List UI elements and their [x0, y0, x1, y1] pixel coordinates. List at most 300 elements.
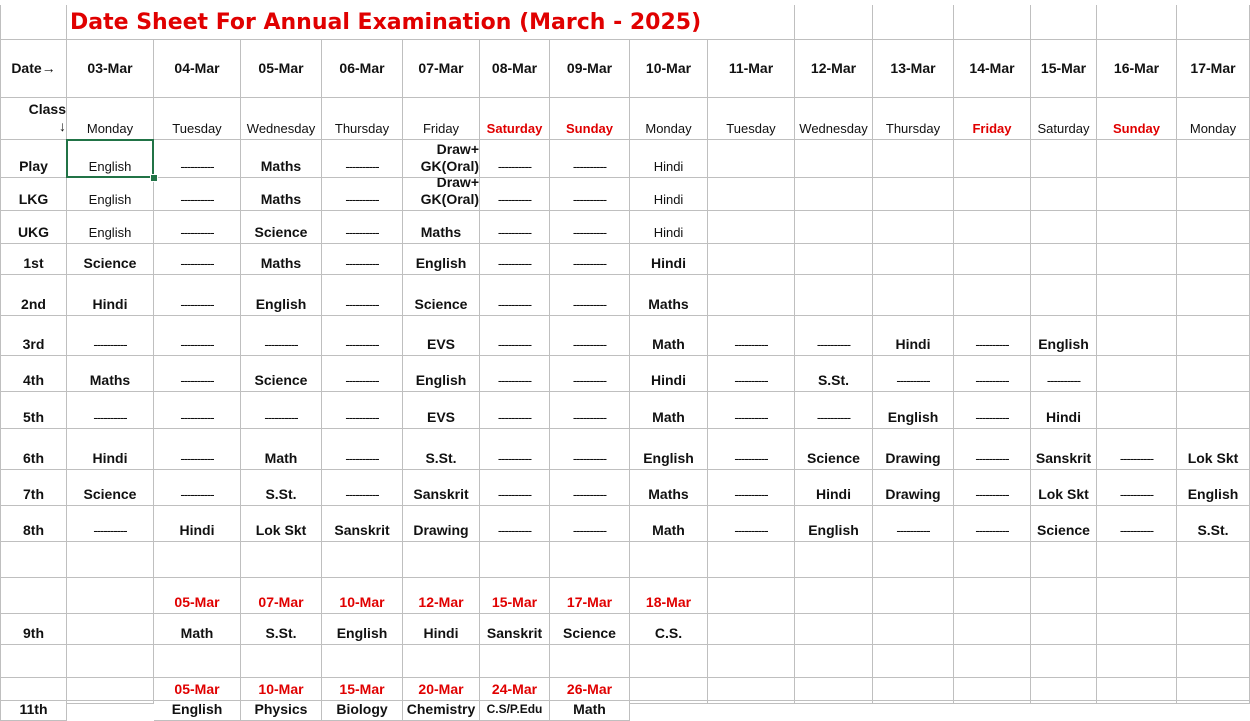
exam-cell[interactable]	[154, 701, 241, 721]
exam-cell[interactable]	[954, 316, 1031, 356]
title-row-cell[interactable]	[1177, 5, 1250, 40]
exam-cell[interactable]	[1031, 356, 1097, 392]
exam-cell[interactable]	[550, 275, 630, 316]
exam-cell[interactable]	[708, 429, 795, 470]
exam-cell[interactable]	[154, 244, 241, 275]
title-row-cell[interactable]	[873, 5, 954, 40]
exam-cell[interactable]	[873, 678, 954, 701]
exam-cell[interactable]	[403, 542, 480, 578]
exam-cell[interactable]	[550, 701, 630, 721]
fill-handle[interactable]	[150, 174, 158, 182]
exam-cell[interactable]	[67, 645, 154, 678]
date-header-cell[interactable]	[954, 40, 1031, 98]
exam-cell[interactable]	[154, 316, 241, 356]
day-header-cell[interactable]	[1177, 98, 1250, 140]
day-header-cell[interactable]	[480, 98, 550, 140]
class-cell[interactable]	[0, 614, 67, 645]
exam-cell[interactable]	[1031, 614, 1097, 645]
exam-cell[interactable]	[241, 542, 322, 578]
exam-cell[interactable]	[954, 392, 1031, 429]
class-cell[interactable]	[0, 392, 67, 429]
exam-cell[interactable]	[1097, 429, 1177, 470]
exam-cell[interactable]	[1097, 645, 1177, 678]
exam-cell[interactable]	[154, 392, 241, 429]
title-row-cell[interactable]	[0, 5, 67, 40]
exam-cell[interactable]	[1031, 701, 1097, 704]
exam-cell[interactable]	[708, 356, 795, 392]
exam-cell[interactable]	[630, 392, 708, 429]
exam-cell[interactable]	[1177, 244, 1250, 275]
exam-cell[interactable]	[1177, 178, 1250, 211]
exam-cell[interactable]	[241, 614, 322, 645]
exam-cell[interactable]	[954, 211, 1031, 244]
exam-cell[interactable]	[154, 140, 241, 178]
exam-cell[interactable]	[873, 316, 954, 356]
exam-cell[interactable]	[708, 392, 795, 429]
exam-cell[interactable]	[1031, 211, 1097, 244]
date-header-cell[interactable]	[241, 40, 322, 98]
exam-cell[interactable]	[67, 392, 154, 429]
title-row-cell[interactable]	[1097, 5, 1177, 40]
exam-date-cell[interactable]	[154, 678, 241, 701]
exam-cell[interactable]	[241, 392, 322, 429]
exam-cell[interactable]	[708, 701, 795, 704]
exam-cell[interactable]	[1097, 542, 1177, 578]
date-header-cell[interactable]	[67, 40, 154, 98]
exam-cell[interactable]	[630, 356, 708, 392]
exam-cell[interactable]	[67, 356, 154, 392]
exam-cell[interactable]	[1177, 614, 1250, 645]
class-cell[interactable]	[0, 429, 67, 470]
class-cell[interactable]	[0, 275, 67, 316]
exam-cell[interactable]	[954, 506, 1031, 542]
title-row-cell[interactable]	[795, 5, 873, 40]
exam-cell[interactable]	[241, 211, 322, 244]
class-cell[interactable]	[0, 178, 67, 211]
day-header-cell[interactable]	[241, 98, 322, 140]
exam-cell[interactable]	[403, 506, 480, 542]
exam-cell[interactable]	[241, 178, 322, 211]
exam-cell[interactable]	[1031, 275, 1097, 316]
exam-cell[interactable]	[550, 542, 630, 578]
exam-cell[interactable]	[154, 178, 241, 211]
exam-cell[interactable]	[322, 178, 403, 211]
exam-cell[interactable]	[954, 678, 1031, 701]
exam-cell[interactable]	[795, 645, 873, 678]
exam-cell[interactable]	[550, 470, 630, 506]
class-cell[interactable]	[0, 506, 67, 542]
exam-cell[interactable]	[67, 506, 154, 542]
exam-cell[interactable]	[322, 542, 403, 578]
exam-cell[interactable]	[322, 275, 403, 316]
exam-cell[interactable]	[630, 470, 708, 506]
exam-cell[interactable]	[954, 542, 1031, 578]
exam-cell[interactable]	[154, 356, 241, 392]
exam-cell[interactable]	[480, 316, 550, 356]
exam-cell[interactable]	[403, 316, 480, 356]
exam-cell[interactable]	[630, 244, 708, 275]
exam-cell[interactable]	[154, 429, 241, 470]
date-header-cell[interactable]	[1177, 40, 1250, 98]
exam-cell[interactable]	[67, 275, 154, 316]
exam-cell[interactable]	[67, 140, 154, 178]
exam-cell[interactable]	[795, 678, 873, 701]
exam-cell[interactable]	[1097, 244, 1177, 275]
exam-cell[interactable]	[550, 140, 630, 178]
exam-cell[interactable]	[954, 614, 1031, 645]
exam-cell[interactable]	[241, 140, 322, 178]
exam-cell[interactable]	[630, 275, 708, 316]
class-cell[interactable]	[0, 470, 67, 506]
exam-cell[interactable]	[708, 678, 795, 701]
date-header-cell[interactable]	[550, 40, 630, 98]
exam-cell[interactable]	[795, 356, 873, 392]
exam-date-cell[interactable]	[322, 678, 403, 701]
date-header-cell[interactable]	[873, 40, 954, 98]
exam-cell[interactable]	[550, 645, 630, 678]
exam-cell[interactable]	[67, 178, 154, 211]
exam-cell[interactable]	[154, 275, 241, 316]
class-cell[interactable]	[0, 316, 67, 356]
exam-date-cell[interactable]	[241, 578, 322, 614]
date-header-cell[interactable]	[1097, 40, 1177, 98]
exam-cell[interactable]	[708, 578, 795, 614]
date-header-cell[interactable]	[480, 40, 550, 98]
exam-cell[interactable]	[480, 275, 550, 316]
class-header-label[interactable]	[0, 98, 67, 140]
exam-cell[interactable]	[1177, 392, 1250, 429]
exam-cell[interactable]	[1097, 470, 1177, 506]
exam-cell[interactable]	[1177, 678, 1250, 701]
exam-cell[interactable]	[630, 645, 708, 678]
exam-cell[interactable]	[480, 140, 550, 178]
day-header-cell[interactable]	[954, 98, 1031, 140]
exam-cell[interactable]	[873, 356, 954, 392]
exam-cell[interactable]	[480, 392, 550, 429]
exam-cell[interactable]	[67, 316, 154, 356]
exam-cell[interactable]	[630, 614, 708, 645]
exam-cell[interactable]	[1097, 506, 1177, 542]
exam-cell[interactable]	[795, 429, 873, 470]
exam-cell[interactable]	[67, 542, 154, 578]
exam-cell[interactable]	[1031, 178, 1097, 211]
exam-date-cell[interactable]	[154, 578, 241, 614]
exam-cell[interactable]	[1097, 678, 1177, 701]
exam-cell[interactable]	[708, 506, 795, 542]
date-header-label[interactable]	[0, 40, 67, 98]
exam-cell[interactable]	[708, 614, 795, 645]
exam-cell[interactable]	[1177, 701, 1250, 704]
exam-cell[interactable]	[550, 178, 630, 211]
exam-cell[interactable]	[322, 356, 403, 392]
exam-cell[interactable]	[480, 506, 550, 542]
exam-cell[interactable]	[630, 178, 708, 211]
exam-cell[interactable]	[550, 244, 630, 275]
exam-cell[interactable]	[795, 244, 873, 275]
exam-cell[interactable]	[630, 140, 708, 178]
exam-cell[interactable]	[954, 578, 1031, 614]
exam-date-cell[interactable]	[403, 578, 480, 614]
exam-cell[interactable]	[241, 316, 322, 356]
exam-cell[interactable]	[795, 211, 873, 244]
exam-cell[interactable]	[241, 429, 322, 470]
exam-cell[interactable]	[1097, 614, 1177, 645]
exam-cell[interactable]	[480, 178, 550, 211]
exam-cell[interactable]	[403, 211, 480, 244]
exam-cell[interactable]	[1177, 316, 1250, 356]
date-header-cell[interactable]	[630, 40, 708, 98]
exam-cell[interactable]	[630, 429, 708, 470]
exam-cell[interactable]	[873, 542, 954, 578]
exam-cell[interactable]	[954, 356, 1031, 392]
class-cell[interactable]	[0, 701, 67, 721]
exam-cell[interactable]	[322, 392, 403, 429]
exam-cell[interactable]	[480, 356, 550, 392]
day-header-cell[interactable]	[154, 98, 241, 140]
exam-cell[interactable]	[550, 316, 630, 356]
exam-cell[interactable]	[954, 645, 1031, 678]
exam-cell[interactable]	[795, 316, 873, 356]
date-header-cell[interactable]	[322, 40, 403, 98]
exam-cell[interactable]	[1031, 470, 1097, 506]
exam-cell[interactable]	[154, 211, 241, 244]
exam-cell[interactable]	[1177, 356, 1250, 392]
exam-cell[interactable]	[795, 578, 873, 614]
exam-cell[interactable]	[322, 211, 403, 244]
exam-cell[interactable]	[67, 614, 154, 645]
date-header-cell[interactable]	[154, 40, 241, 98]
exam-cell[interactable]	[403, 470, 480, 506]
exam-cell[interactable]	[1031, 429, 1097, 470]
exam-cell[interactable]	[795, 614, 873, 645]
exam-cell[interactable]	[873, 578, 954, 614]
exam-date-cell[interactable]	[550, 578, 630, 614]
exam-cell[interactable]	[708, 542, 795, 578]
exam-cell[interactable]	[873, 211, 954, 244]
exam-cell[interactable]	[1097, 578, 1177, 614]
exam-date-cell[interactable]	[403, 678, 480, 701]
exam-cell[interactable]	[1177, 275, 1250, 316]
class-cell[interactable]	[0, 578, 67, 614]
exam-cell[interactable]	[403, 645, 480, 678]
exam-cell[interactable]	[795, 542, 873, 578]
exam-cell[interactable]	[1031, 506, 1097, 542]
exam-cell[interactable]	[1031, 578, 1097, 614]
exam-cell[interactable]	[322, 701, 403, 721]
exam-cell[interactable]	[1031, 392, 1097, 429]
class-cell[interactable]	[0, 140, 67, 178]
exam-cell[interactable]	[630, 678, 708, 701]
exam-cell[interactable]	[480, 645, 550, 678]
class-cell[interactable]	[0, 211, 67, 244]
exam-cell[interactable]	[873, 470, 954, 506]
exam-cell[interactable]	[241, 506, 322, 542]
exam-cell[interactable]	[1031, 678, 1097, 701]
exam-cell[interactable]	[403, 178, 480, 211]
exam-cell[interactable]	[67, 244, 154, 275]
exam-cell[interactable]	[708, 140, 795, 178]
exam-cell[interactable]	[1177, 506, 1250, 542]
exam-cell[interactable]	[873, 701, 954, 704]
exam-cell[interactable]	[480, 701, 550, 721]
exam-cell[interactable]	[873, 429, 954, 470]
day-header-cell[interactable]	[67, 98, 154, 140]
exam-cell[interactable]	[241, 645, 322, 678]
day-header-cell[interactable]	[873, 98, 954, 140]
date-header-cell[interactable]	[403, 40, 480, 98]
exam-cell[interactable]	[708, 275, 795, 316]
exam-date-cell[interactable]	[480, 678, 550, 701]
exam-cell[interactable]	[1031, 244, 1097, 275]
exam-cell[interactable]	[630, 701, 708, 704]
exam-cell[interactable]	[1177, 140, 1250, 178]
exam-cell[interactable]	[1097, 356, 1177, 392]
exam-cell[interactable]	[1097, 316, 1177, 356]
exam-cell[interactable]	[630, 506, 708, 542]
exam-cell[interactable]	[954, 275, 1031, 316]
class-cell[interactable]	[0, 542, 67, 578]
exam-cell[interactable]	[795, 470, 873, 506]
exam-cell[interactable]	[954, 429, 1031, 470]
exam-cell[interactable]	[241, 356, 322, 392]
exam-cell[interactable]	[795, 178, 873, 211]
exam-cell[interactable]	[954, 701, 1031, 704]
exam-cell[interactable]	[1097, 701, 1177, 704]
exam-date-cell[interactable]	[630, 578, 708, 614]
exam-cell[interactable]	[322, 470, 403, 506]
day-header-cell[interactable]	[550, 98, 630, 140]
exam-cell[interactable]	[67, 211, 154, 244]
exam-cell[interactable]	[480, 614, 550, 645]
exam-cell[interactable]	[873, 178, 954, 211]
exam-cell[interactable]	[1177, 578, 1250, 614]
class-cell[interactable]	[0, 244, 67, 275]
exam-cell[interactable]	[154, 542, 241, 578]
exam-cell[interactable]	[322, 429, 403, 470]
exam-cell[interactable]	[403, 140, 480, 178]
exam-cell[interactable]	[550, 211, 630, 244]
exam-cell[interactable]	[873, 506, 954, 542]
date-header-cell[interactable]	[1031, 40, 1097, 98]
exam-cell[interactable]	[67, 578, 154, 614]
exam-cell[interactable]	[795, 275, 873, 316]
exam-cell[interactable]	[1031, 542, 1097, 578]
exam-cell[interactable]	[480, 429, 550, 470]
exam-cell[interactable]	[1031, 645, 1097, 678]
exam-cell[interactable]	[1177, 429, 1250, 470]
exam-cell[interactable]	[241, 275, 322, 316]
exam-cell[interactable]	[154, 645, 241, 678]
exam-cell[interactable]	[873, 140, 954, 178]
exam-cell[interactable]	[795, 506, 873, 542]
exam-cell[interactable]	[1031, 316, 1097, 356]
exam-cell[interactable]	[954, 140, 1031, 178]
exam-cell[interactable]	[630, 211, 708, 244]
exam-cell[interactable]	[795, 392, 873, 429]
exam-cell[interactable]	[630, 542, 708, 578]
day-header-cell[interactable]	[322, 98, 403, 140]
exam-cell[interactable]	[795, 701, 873, 704]
exam-cell[interactable]	[322, 614, 403, 645]
exam-cell[interactable]	[873, 645, 954, 678]
exam-cell[interactable]	[954, 470, 1031, 506]
exam-cell[interactable]	[322, 140, 403, 178]
exam-cell[interactable]	[403, 701, 480, 721]
exam-cell[interactable]	[1097, 275, 1177, 316]
exam-cell[interactable]	[1177, 645, 1250, 678]
day-header-cell[interactable]	[1097, 98, 1177, 140]
title-row-cell[interactable]	[708, 5, 795, 40]
exam-date-cell[interactable]	[480, 578, 550, 614]
exam-cell[interactable]	[1031, 140, 1097, 178]
day-header-cell[interactable]	[403, 98, 480, 140]
exam-date-cell[interactable]	[550, 678, 630, 701]
exam-cell[interactable]	[550, 614, 630, 645]
exam-date-cell[interactable]	[241, 678, 322, 701]
exam-cell[interactable]	[67, 470, 154, 506]
exam-cell[interactable]	[1177, 470, 1250, 506]
exam-cell[interactable]	[67, 429, 154, 470]
exam-cell[interactable]	[873, 392, 954, 429]
exam-cell[interactable]	[154, 614, 241, 645]
exam-cell[interactable]	[403, 614, 480, 645]
exam-cell[interactable]	[1177, 211, 1250, 244]
exam-cell[interactable]	[708, 178, 795, 211]
date-header-cell[interactable]	[708, 40, 795, 98]
exam-date-cell[interactable]	[322, 578, 403, 614]
exam-cell[interactable]	[480, 542, 550, 578]
exam-cell[interactable]	[795, 140, 873, 178]
exam-cell[interactable]	[1177, 542, 1250, 578]
exam-cell[interactable]	[708, 470, 795, 506]
class-cell[interactable]	[0, 645, 67, 678]
exam-cell[interactable]	[873, 614, 954, 645]
class-cell[interactable]	[0, 678, 67, 701]
date-header-cell[interactable]	[795, 40, 873, 98]
day-header-cell[interactable]	[630, 98, 708, 140]
exam-cell[interactable]	[480, 244, 550, 275]
exam-cell[interactable]	[241, 470, 322, 506]
day-header-cell[interactable]	[795, 98, 873, 140]
exam-cell[interactable]	[708, 244, 795, 275]
exam-cell[interactable]	[873, 275, 954, 316]
exam-cell[interactable]	[708, 316, 795, 356]
exam-cell[interactable]	[67, 701, 154, 704]
exam-cell[interactable]	[322, 506, 403, 542]
exam-cell[interactable]	[708, 211, 795, 244]
exam-cell[interactable]	[550, 356, 630, 392]
exam-cell[interactable]	[480, 470, 550, 506]
exam-cell[interactable]	[322, 316, 403, 356]
title-row-cell[interactable]	[954, 5, 1031, 40]
exam-cell[interactable]	[1097, 140, 1177, 178]
exam-cell[interactable]	[1097, 392, 1177, 429]
day-header-cell[interactable]	[708, 98, 795, 140]
exam-cell[interactable]	[708, 645, 795, 678]
exam-cell[interactable]	[550, 429, 630, 470]
exam-cell[interactable]	[550, 392, 630, 429]
exam-cell[interactable]	[1097, 178, 1177, 211]
exam-cell[interactable]	[1097, 211, 1177, 244]
exam-cell[interactable]	[241, 244, 322, 275]
class-cell[interactable]	[0, 356, 67, 392]
exam-cell[interactable]	[480, 211, 550, 244]
exam-cell[interactable]	[954, 178, 1031, 211]
title-row-cell[interactable]	[1031, 5, 1097, 40]
exam-cell[interactable]	[403, 429, 480, 470]
exam-cell[interactable]	[403, 356, 480, 392]
exam-cell[interactable]	[550, 506, 630, 542]
